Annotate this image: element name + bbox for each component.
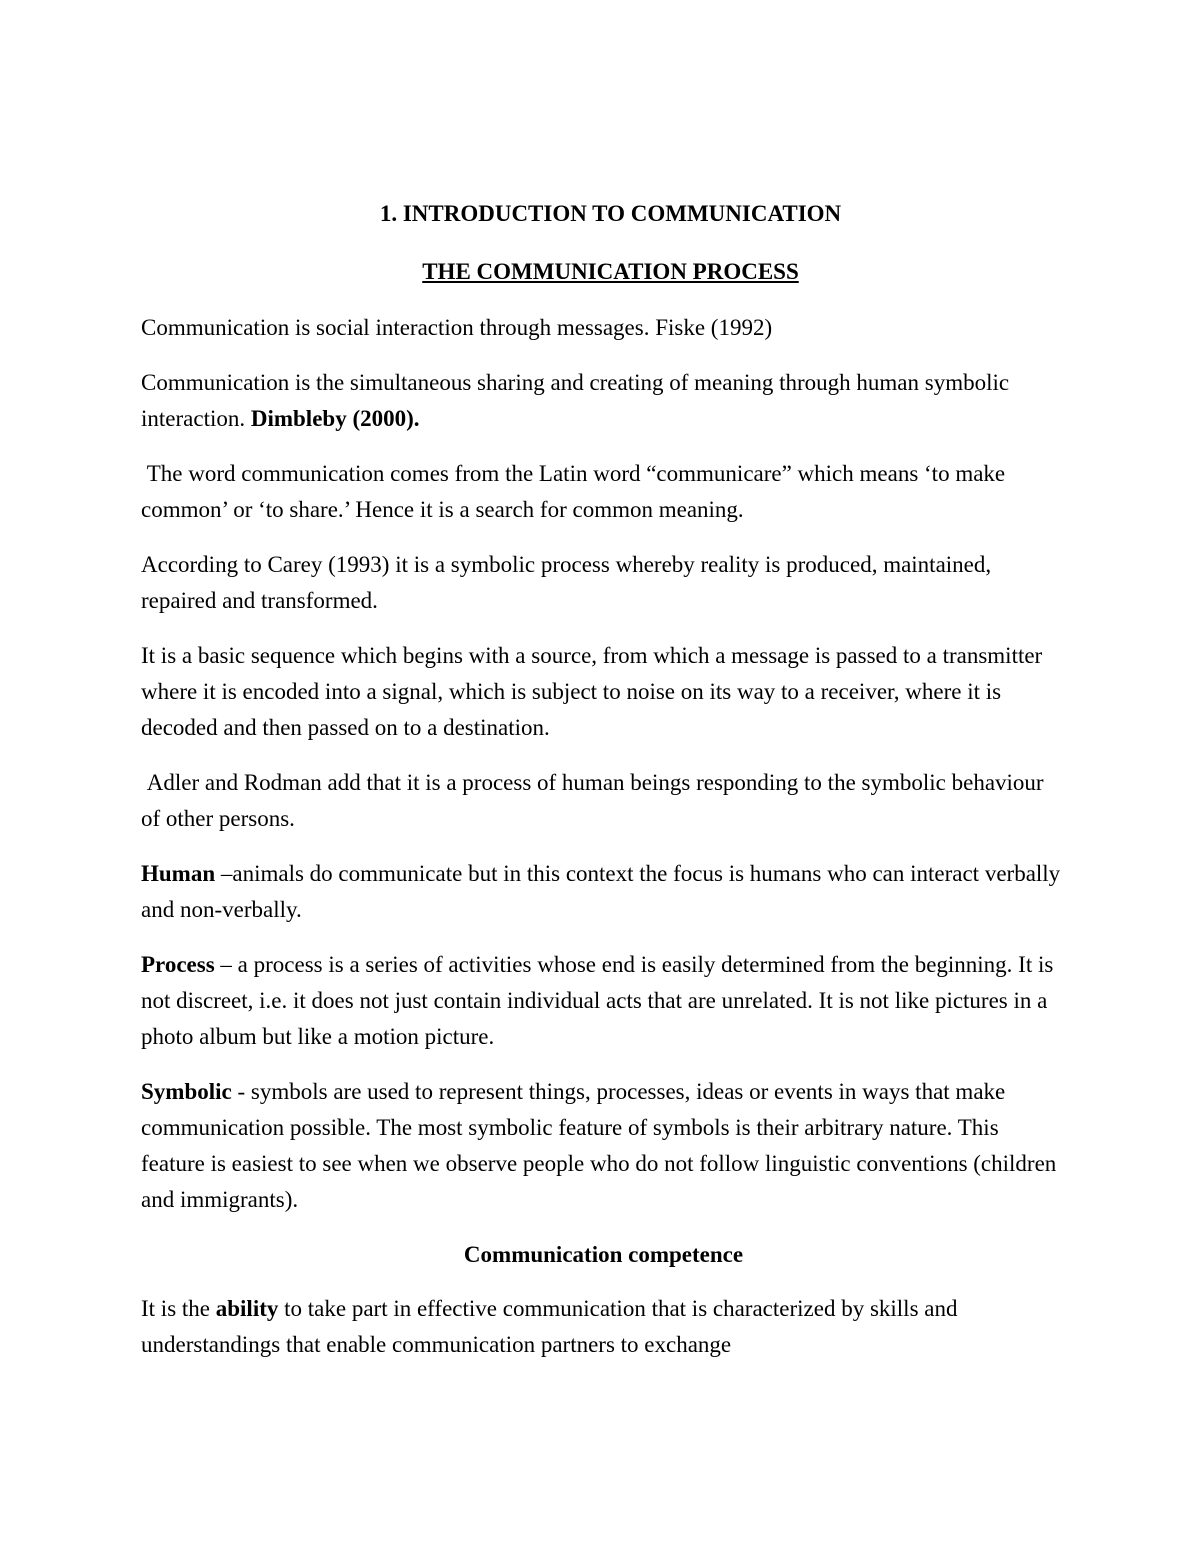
definition-process-text: – a process is a series of activities whose end is easily determined from the beginning. It is not discreet, i.e. it does not just contain individual acts that are unrelated. It is not like pictures in a photo album but like a motion picture. <box>141 952 1060 1049</box>
chapter-title: 1. INTRODUCTION TO COMMUNICATION <box>379 201 842 226</box>
paragraph-competence <box>141 1291 1066 1363</box>
term-process: Process <box>141 952 215 977</box>
definition-process <box>141 947 1066 1055</box>
paragraph-fiske: Communication is social interaction through messages. Fiske (1992) <box>141 315 773 340</box>
paragraph-carey: According to Carey (1993) it is a symbolic process whereby reality is produced, maintained, repaired and transformed. <box>141 552 992 613</box>
paragraph-sequence: It is a basic sequence which begins with a source, from which a message is passed to a transmitter where it is encoded into a signal, which is subject to noise on its way to a receiver, where it is decoded and then passed on to a destination. <box>141 643 1043 740</box>
definition-symbolic <box>141 1074 1066 1218</box>
term-symbolic: Symbolic <box>141 1079 232 1104</box>
paragraph-competence-pre: It is the <box>141 1296 216 1321</box>
term-human: Human <box>141 861 216 886</box>
paragraph-dimbleby <box>141 365 1066 437</box>
definition-human <box>141 856 1066 928</box>
term-ability: ability <box>215 1296 279 1321</box>
paragraph-adler-rodman: Adler and Rodman add that it is a process of human beings responding to the symbolic behaviour of other persons. <box>141 770 1050 831</box>
definition-symbolic-text: - symbols are used to represent things, processes, ideas or events in ways that make communication possible. The most symbolic feature of symbols is their arbitrary nature. This feature is easiest to see when we observe people who do not follow linguistic conventions (children and immigrants). <box>141 1079 1063 1212</box>
definition-human-text: –animals do communicate but in this context the focus is humans who can interact verbally and non-verbally. <box>141 861 1066 922</box>
section-title: THE COMMUNICATION PROCESS <box>422 259 799 284</box>
paragraph-latin-origin: The word communication comes from the Latin word “communicare” which means ‘to make common’ or ‘to share.’ Hence it is a search for common meaning. <box>141 461 1011 522</box>
paragraph-competence-post: to take part in effective communication that is characterized by skills and understandings that enable communication partners to exchange <box>141 1296 964 1357</box>
document-body <box>141 196 1066 1382</box>
citation-dimbleby: Dimbleby (2000). <box>250 406 420 431</box>
paragraph-dimbleby-text: Communication is the simultaneous sharing and creating of meaning through human symbolic interaction. <box>141 370 1010 431</box>
subsection-title: Communication competence <box>463 1242 744 1267</box>
